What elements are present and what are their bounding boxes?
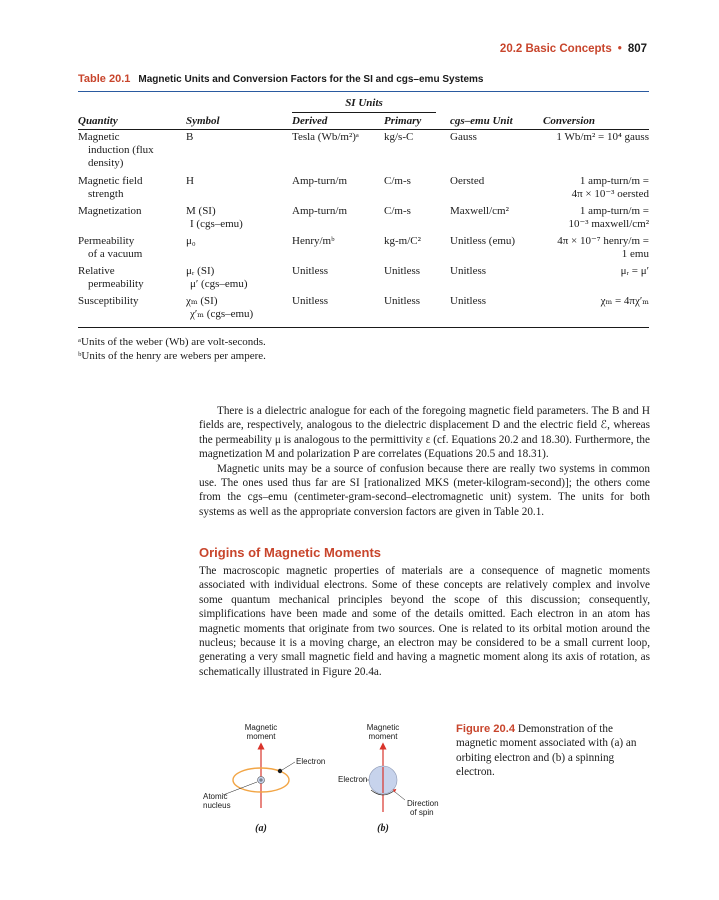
cell-symbol [186,265,286,291]
cell-conversion-line: 1 emu [621,248,649,260]
leader-electron-a [282,762,295,770]
running-head-section: 20.2 Basic Concepts [499,43,612,55]
cell-cgs: Maxwell/cm² [450,205,509,217]
label-direction-of-spin-1: Direction [407,799,439,808]
col-head-conversion: Conversion [543,115,595,127]
cell-conversion [540,295,649,308]
panel-a-diagram [203,723,325,834]
paragraph-magnetic-units: Magnetic units may be a source of confusion because there are really two systems in common use. The ones used thus far are SI [rationalized MKS (meter-kilogram-second)]; the others come from the cgs–emu (centimeter-gram-second–electromagnetic unit) system. The units for both systems as well as the appropriate conversion factors are given in Table 20.1. [199,462,650,518]
panel-a-label: (a) [255,823,267,834]
cell-symbol-line: μ₀ [186,235,196,247]
cell-conversion-line: 4π × 10⁻⁷ henry/m = [557,235,649,247]
cell-quantity-line: Permeability [78,235,135,247]
footnote-b: ᵇUnits of the henry are webers per ampere. [78,350,266,362]
table-row [78,235,649,265]
cell-conversion-line: 4π × 10⁻³ oersted [571,188,649,200]
cell-symbol-line: μ′ (cgs–emu) [190,278,248,290]
cell-cgs: Oersted [450,175,485,187]
cell-conversion [540,175,649,201]
cell-primary: kg-m/C² [384,235,421,247]
figure-caption [456,722,646,780]
col-head-quantity: Quantity [78,115,118,127]
label-electron-b: Electron [338,775,368,784]
table-row [78,295,649,325]
paragraph-origins: The macroscopic magnetic properties of materials are a consequence of magnetic moments associated with individual electrons. Some of these concepts are relatively complex and involve some quantum mechanical principles beyond the scope of this discussion; consequently, simplifications have been made and some of the details omitted. Each electron in an atom has magnetic moments that originate from two sources. One is related to its orbital motion around the nucleus; because it is a moving charge, an electron may be considered to be a small current loop, generating a very small magnetic field and having a magnetic moment along its axis of rotation, as schematically illustrated in Figure 20.4a. [199,565,650,678]
cell-primary: C/m-s [384,175,411,187]
table-column-headers [78,115,649,129]
cell-quantity [78,205,178,218]
cell-quantity-line: permeability [88,278,144,290]
col-head-primary: Primary [384,115,422,127]
cell-conversion [540,205,649,231]
panel-b-diagram [338,723,439,834]
cell-symbol-line: μᵣ (SI) [186,265,215,277]
label-magnetic-moment-b-2: moment [368,732,398,741]
section-heading: Origins of Magnetic Moments [199,545,382,560]
cell-symbol-line: χₘ (SI) [186,295,218,307]
cell-cgs: Gauss [450,131,477,143]
cell-conversion-line: 10⁻³ maxwell/cm² [568,218,649,230]
cell-derived: Amp-turn/m [292,205,347,217]
table-row [78,175,649,205]
footnote-a: ᵃUnits of the weber (Wb) are volt-seconds. [78,336,266,348]
table-top-rule [78,91,649,92]
table-rows [78,131,649,325]
cell-quantity-line: Magnetization [78,205,142,217]
cell-primary: Unitless [384,295,421,307]
si-units-header: SI Units [345,97,383,109]
cell-conversion-line: 1 amp-turn/m = [579,175,649,187]
figure-caption-text: Demonstration of the magnetic moment associated with (a) an orbiting electron and (b) a spinning electron. [456,723,637,779]
panel-b-label: (b) [377,823,389,834]
label-magnetic-moment-b-1: Magnetic [366,723,400,732]
cell-conversion [540,235,649,261]
cell-symbol [186,205,286,231]
cell-primary: C/m-s [384,205,411,217]
label-magnetic-moment-a-2: moment [246,732,276,741]
running-head [500,43,647,55]
cell-derived: Unitless [292,265,329,277]
cell-quantity-line: Magnetic field [78,175,143,187]
cell-quantity [78,265,178,291]
cell-symbol-line: H [186,175,194,187]
running-head-separator: • [617,43,622,55]
cell-symbol [186,235,286,248]
body-paragraphs-2 [199,564,650,679]
cell-conversion [540,131,649,144]
leader-nucleus [223,782,257,795]
col-head-symbol: Symbol [186,115,220,127]
col-head-cgs: cgs–emu Unit [450,115,513,127]
table-row [78,131,649,175]
cell-derived: Tesla (Wb/m²)ᵃ [292,131,359,143]
cell-symbol [186,175,286,188]
orbiting-electron [278,769,282,773]
cell-quantity-line: Susceptibility [78,295,139,307]
table-label: Table 20.1 [78,73,131,85]
cell-symbol-line: χ′ₘ (cgs–emu) [190,308,254,320]
cell-quantity [78,235,178,261]
table-row [78,265,649,295]
table-bottom-rule [78,327,649,328]
table-title: Magnetic Units and Conversion Factors for the SI and cgs–emu Systems [138,74,484,85]
cell-symbol [186,295,286,321]
cell-quantity-line: Magnetic [78,131,120,143]
leader-spin [395,792,405,800]
page-number: 807 [627,43,647,55]
table-row [78,205,649,235]
cell-symbol-line: M (SI) [186,205,216,217]
si-units-underline [292,112,436,113]
cell-quantity [78,131,178,170]
cell-quantity-line: induction (flux [88,144,154,156]
col-head-derived: Derived [292,115,328,127]
cell-symbol-line: B [186,131,194,143]
table-footnotes [78,335,266,363]
body-paragraphs-1 [199,404,650,519]
label-electron-a: Electron [296,757,326,766]
cell-conversion [540,265,649,278]
cell-cgs: Unitless [450,295,487,307]
cell-conversion-line: χₘ = 4πχ′ₘ [600,295,649,307]
cell-quantity [78,295,178,308]
cell-quantity-line: density) [88,157,124,169]
cell-conversion-line: 1 Wb/m² = 10⁴ gauss [556,131,649,143]
cell-conversion-line: 1 amp-turn/m = [579,205,649,217]
label-direction-of-spin-2: of spin [410,808,434,817]
table-header-rule [78,129,649,130]
cell-derived: Henry/mᵇ [292,235,335,247]
cell-cgs: Unitless [450,265,487,277]
paragraph-dielectric-analogue: There is a dielectric analogue for each of the foregoing magnetic field parameters. The B and H fields are, respectively, analogous to the dielectric displacement D and the electric field ℰ, whereas the permeability μ is analogous to the permittivity ε (cf. Equations 20.2 and 18.30). Furthermore, the magnetization M and polarization P are correlates (Equations 20.5 and 18.31). [199,405,650,461]
figure-20-4-diagram [195,720,455,840]
label-atomic-nucleus-2: nucleus [203,801,231,810]
cell-quantity-line: strength [88,188,124,200]
figure-label: Figure 20.4 [456,723,516,735]
table-caption [78,73,483,85]
cell-primary: Unitless [384,265,421,277]
cell-quantity-line: of a vacuum [88,248,143,260]
cell-primary: kg/s-C [384,131,414,143]
cell-derived: Amp-turn/m [292,175,347,187]
label-magnetic-moment-a-1: Magnetic [244,723,278,732]
cell-cgs: Unitless (emu) [450,235,516,247]
label-atomic-nucleus-1: Atomic [203,792,228,801]
cell-symbol [186,131,286,144]
cell-symbol-line: I (cgs–emu) [190,218,243,230]
cell-derived: Unitless [292,295,329,307]
cell-quantity [78,175,178,201]
cell-quantity-line: Relative [78,265,115,277]
cell-conversion-line: μᵣ = μ′ [620,265,649,277]
